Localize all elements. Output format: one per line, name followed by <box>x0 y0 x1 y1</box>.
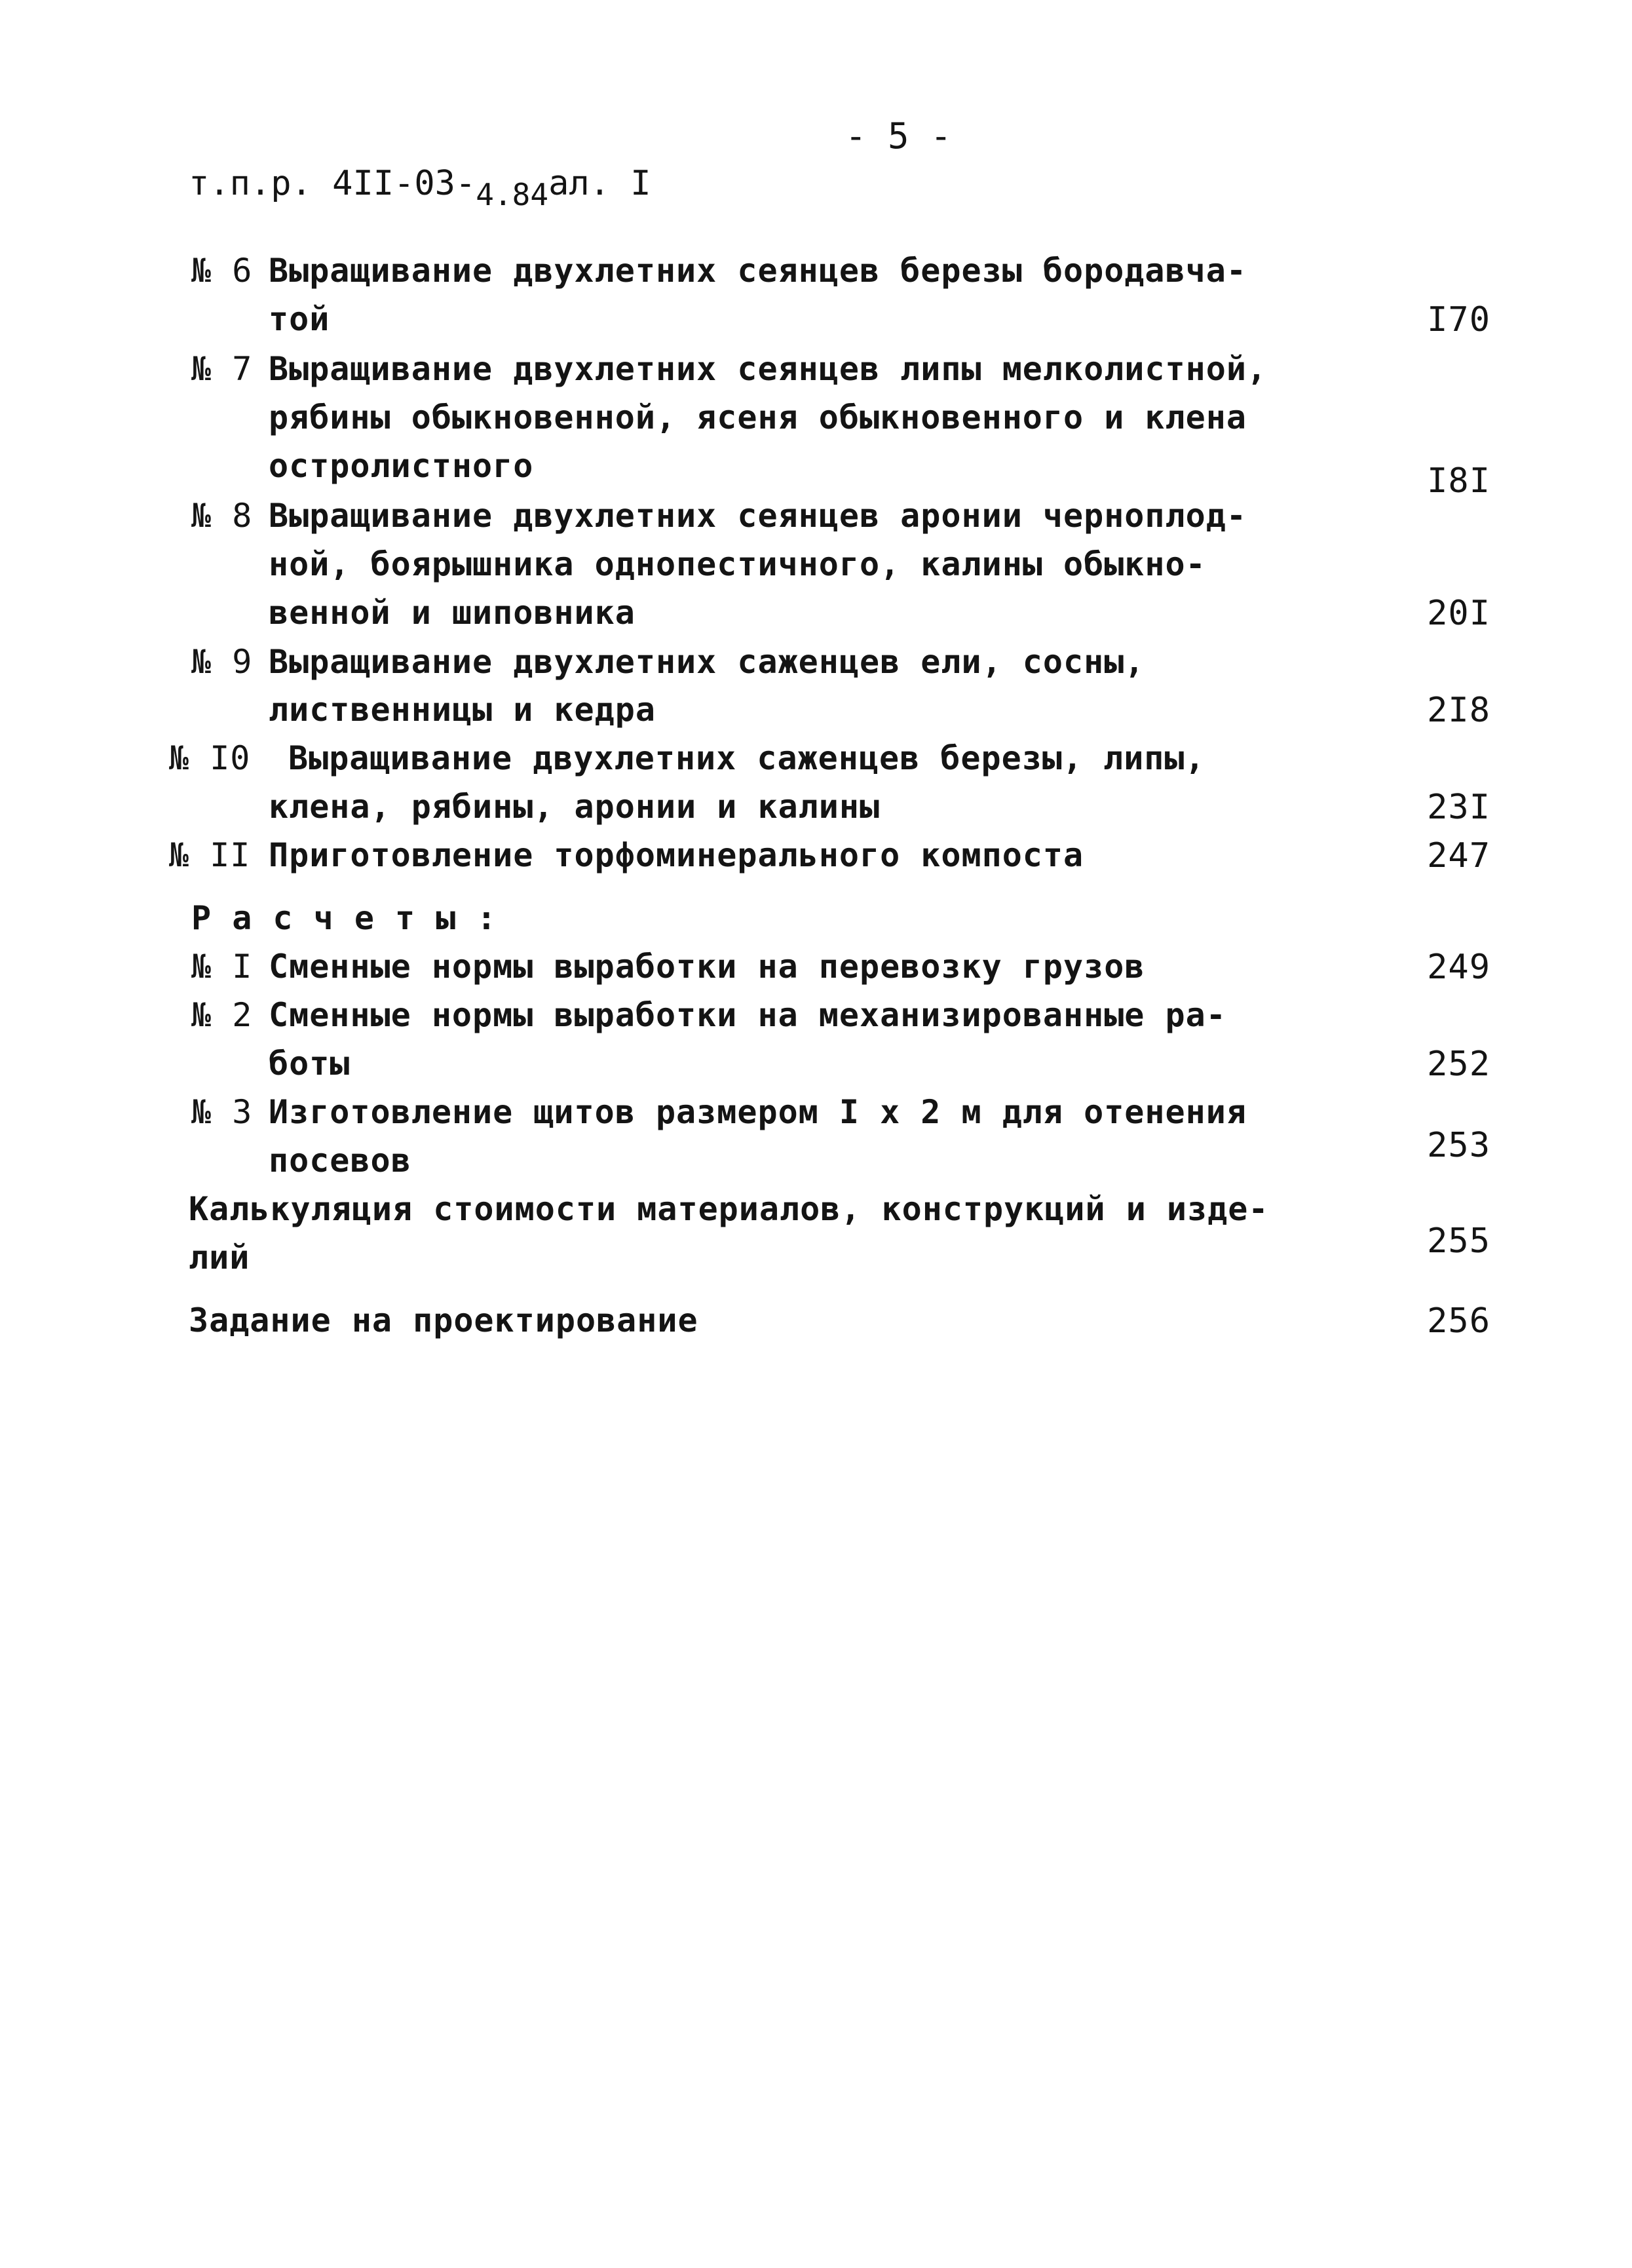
entry-mark: № I0 <box>169 739 251 777</box>
entry-mark: № 7 <box>191 350 253 388</box>
document-code <box>189 164 651 212</box>
entry-mark: № 9 <box>191 643 253 681</box>
entry-line: венной и шиповника <box>269 594 636 632</box>
entry-line: лиственницы и кедра <box>269 691 656 729</box>
entry-page: I8I <box>1427 461 1490 501</box>
page-number: - 5 - <box>845 115 952 157</box>
entry-page: 2I8 <box>1427 691 1490 730</box>
entry-line: Сменные нормы выработки на механизированные ра- <box>269 996 1226 1034</box>
entry-line: Выращивание двухлетних сеянцев липы мелколистной, <box>269 350 1268 388</box>
entry-line: Задание на проектирование <box>189 1301 698 1339</box>
entry-line: Приготовление торфоминерального компоста <box>269 836 1084 874</box>
entry-page: 247 <box>1427 836 1490 875</box>
entry-line: лий <box>189 1239 250 1277</box>
entry-line: Выращивание двухлетних сеянцев аронии черноплод- <box>269 497 1247 535</box>
document-code-subscript: 4.84 <box>476 177 549 212</box>
entry-line: рябины обыкновенной, ясеня обыкновенного и клена <box>269 398 1247 436</box>
entry-line: Выращивание двухлетних саженцев ели, сосны, <box>269 643 1145 681</box>
entry-line: ной, боярышника однопестичного, калины обыкно- <box>269 545 1206 583</box>
entry-mark: № 6 <box>191 252 253 290</box>
entry-mark: № II <box>169 836 251 874</box>
entry-mark: № I <box>191 948 253 986</box>
entry-page: 253 <box>1427 1126 1490 1165</box>
entry-mark: № 3 <box>191 1093 253 1131</box>
entry-line: той <box>269 300 330 338</box>
entry-line: посевов <box>269 1142 411 1180</box>
entry-line: Изготовление щитов размером I х 2 м для отенения <box>269 1093 1247 1131</box>
calculations-heading: Р а с ч е т ы : <box>191 899 497 937</box>
entry-mark: № 8 <box>191 497 253 535</box>
entry-line: боты <box>269 1045 351 1083</box>
entry-mark: № 2 <box>191 996 253 1034</box>
entry-page: 256 <box>1427 1301 1490 1341</box>
document-code-suffix: ал. I <box>548 164 651 203</box>
entry-line: Сменные нормы выработки на перевозку грузов <box>269 948 1145 986</box>
entry-line: Выращивание двухлетних саженцев березы, липы, <box>288 739 1205 777</box>
document-code-prefix: т.п.р. 4II-03- <box>189 164 476 203</box>
entry-page: 20I <box>1427 594 1490 633</box>
entry-page: 23I <box>1427 788 1490 827</box>
entry-page: I70 <box>1427 300 1490 339</box>
entry-page: 249 <box>1427 948 1490 987</box>
entry-line: Выращивание двухлетних сеянцев березы бородавча- <box>269 252 1247 290</box>
entry-page: 255 <box>1427 1221 1490 1261</box>
entry-page: 252 <box>1427 1045 1490 1084</box>
entry-line: Калькуляция стоимости материалов, конструкций и изде- <box>189 1190 1269 1228</box>
entry-line: клена, рябины, аронии и калины <box>269 788 881 826</box>
entry-line: остролистного <box>269 447 534 485</box>
